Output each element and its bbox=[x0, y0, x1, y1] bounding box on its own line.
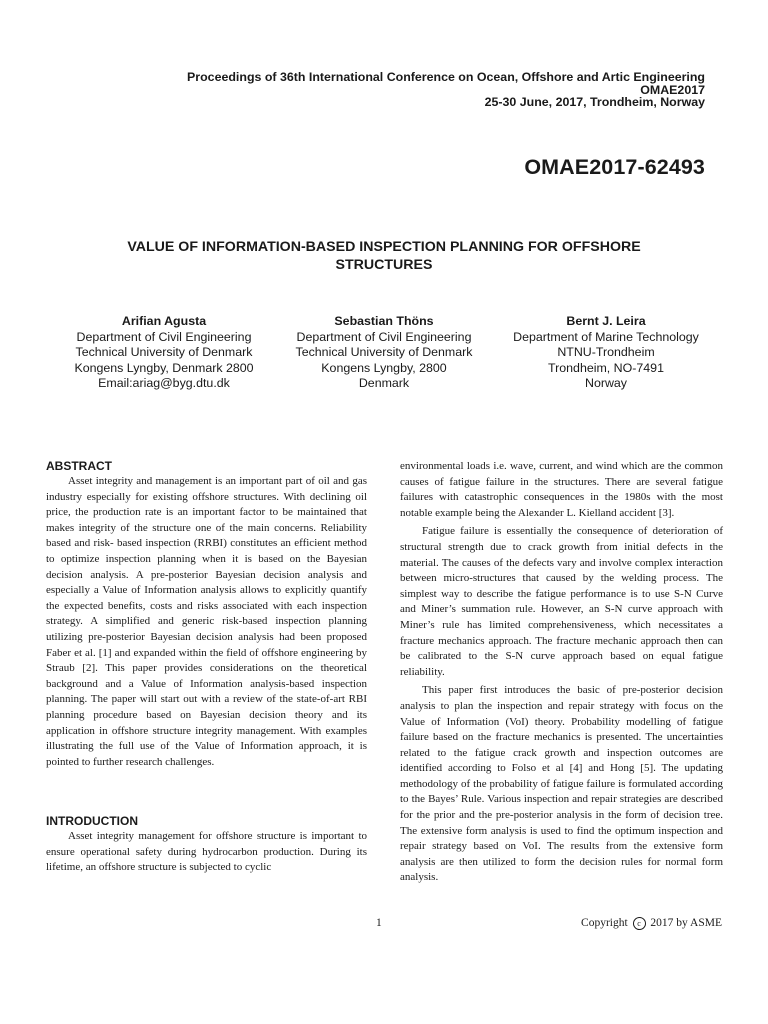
abstract-heading: ABSTRACT bbox=[46, 459, 112, 473]
title-line-2: STRUCTURES bbox=[335, 257, 433, 273]
conference-date-place: 25-30 June, 2017, Trondheim, Norway bbox=[484, 95, 705, 109]
copyright-label: Copyright bbox=[581, 917, 628, 929]
conference-name: Proceedings of 36th International Conference on Ocean, Offshore and Artic Engineering bbox=[187, 70, 705, 84]
author-address: Kongens Lyngby, Denmark 2800 bbox=[74, 360, 254, 375]
body-paragraph: environmental loads i.e. wave, current, and wind which are the common causes of fatigue failure in the structures. There are several fatigue failures with catastrophic consequences in the 1980s with the most notable example being the Alexander L. Kielland accident [3]. bbox=[400, 460, 723, 519]
author-3 bbox=[486, 314, 726, 392]
author-department: Department of Civil Engineering bbox=[76, 329, 252, 344]
author-name: Bernt J. Leira bbox=[566, 314, 646, 328]
author-department: Department of Civil Engineering bbox=[296, 329, 472, 344]
author-name: Arifian Agusta bbox=[121, 314, 207, 328]
author-address: Trondheim, NO-7491 bbox=[548, 360, 664, 375]
author-department: Department of Marine Technology bbox=[513, 329, 699, 344]
author-name: Sebastian Thöns bbox=[334, 314, 434, 328]
page-number: 1 bbox=[376, 917, 382, 929]
author-1 bbox=[44, 314, 284, 392]
body-paragraph: Fatigue failure is essentially the consequence of deterioration of structural strength due to crack growth from initial defects in the material. The causes of the defects vary and involve complex interaction between micro-structures that caused by the welding process. The simplest way to describe the fatigue performance is to use S-N Curve and Miner’s summation rule. However, an S-N curve approach with Miner’s rule has limited comprehensiveness, which necessitates a fracture mechanics approach. The fracture mechanic approach then can be calibrated to the S-N curve approach based on equal fatigue reliability. bbox=[400, 525, 723, 678]
right-column bbox=[400, 459, 723, 886]
paper-title bbox=[100, 238, 668, 274]
author-institution: Technical University of Denmark bbox=[295, 345, 473, 359]
author-email: Email:ariag@byg.dtu.dk bbox=[98, 376, 230, 390]
introduction-text: Asset integrity management for offshore structure is important to ensure operational safety during hydrocarbon production. During its lifetime, an offshore structure is subjected to cyclic bbox=[46, 830, 367, 874]
paper-id: OMAE2017-62493 bbox=[524, 155, 705, 179]
author-address: Kongens Lyngby, 2800 bbox=[321, 360, 447, 375]
conference-short: OMAE2017 bbox=[640, 82, 705, 97]
abstract-text: Asset integrity and management is an important part of oil and gas industry especially for existing offshore structures. With declining oil price, the production rate is an important factor to be maintained that makes integrity of the structure one of the main concerns. Reliability based and risk- based inspection (RRBI) constitutes an efficient method to optimize inspection planning when it is based on the Bayesian decision analysis. A pre-posterior Bayesian decision analysis and especially a Value of Information analysis allows to explicitly quantify the expected benefits, costs and risks associated with each inspection strategy. A simplified and generic risk-based inspection planning utilizing pre-posterior Bayesian decision analysis had been proposed Faber et al. [1] and expanded within the field of offshore engineering by Straub [2]. This paper provides considerations on the theoretical background and a Value of Information analysis-based inspection planning. The paper will start out with a review of the state-of-art RBI planning procedure based on Bayesian decision theory and its application in offshore structure integrity management. With examples illustrating the full use of the Value of Information approach, it is pointed to further research challenges. bbox=[46, 475, 367, 768]
left-column bbox=[46, 459, 367, 876]
author-institution: Technical University of Denmark bbox=[75, 345, 253, 359]
author-country: Norway bbox=[585, 376, 627, 390]
copyright-year-owner: 2017 by ASME bbox=[650, 917, 722, 929]
title-line-1: VALUE OF INFORMATION-BASED INSPECTION PLANNING FOR OFFSHORE bbox=[127, 239, 641, 255]
body-paragraph: This paper first introduces the basic of pre-posterior decision analysis to plan the inspection and repair strategy with focus on the Value of Information (VoI) theory. Probability modelling of fatigue failure based on the fracture mechanics is presented. The uncertainties related to the fatigue crack growth and inspection outcomes are identified according to Folso et al [4] and Hong [5]. The updating methodology of the probability of fatigue failure is formulated according to the Bayes’ Rule. Various inspection and repair strategies are described for the prior and the pre-posterior analysis in the form of decision tree. The extensive form analysis is used to find the optimum inspection and repair strategy based on VoI. The results from the extensive form analysis are then utilized to form the decision rules for normal form analysis. bbox=[400, 684, 723, 884]
proceedings-header bbox=[100, 71, 705, 109]
author-institution: NTNU-Trondheim bbox=[557, 345, 655, 359]
author-2 bbox=[264, 314, 504, 392]
copyright-icon: c bbox=[633, 917, 646, 930]
author-country: Denmark bbox=[358, 376, 410, 390]
introduction-heading: INTRODUCTION bbox=[46, 814, 138, 829]
copyright-notice bbox=[581, 917, 722, 930]
